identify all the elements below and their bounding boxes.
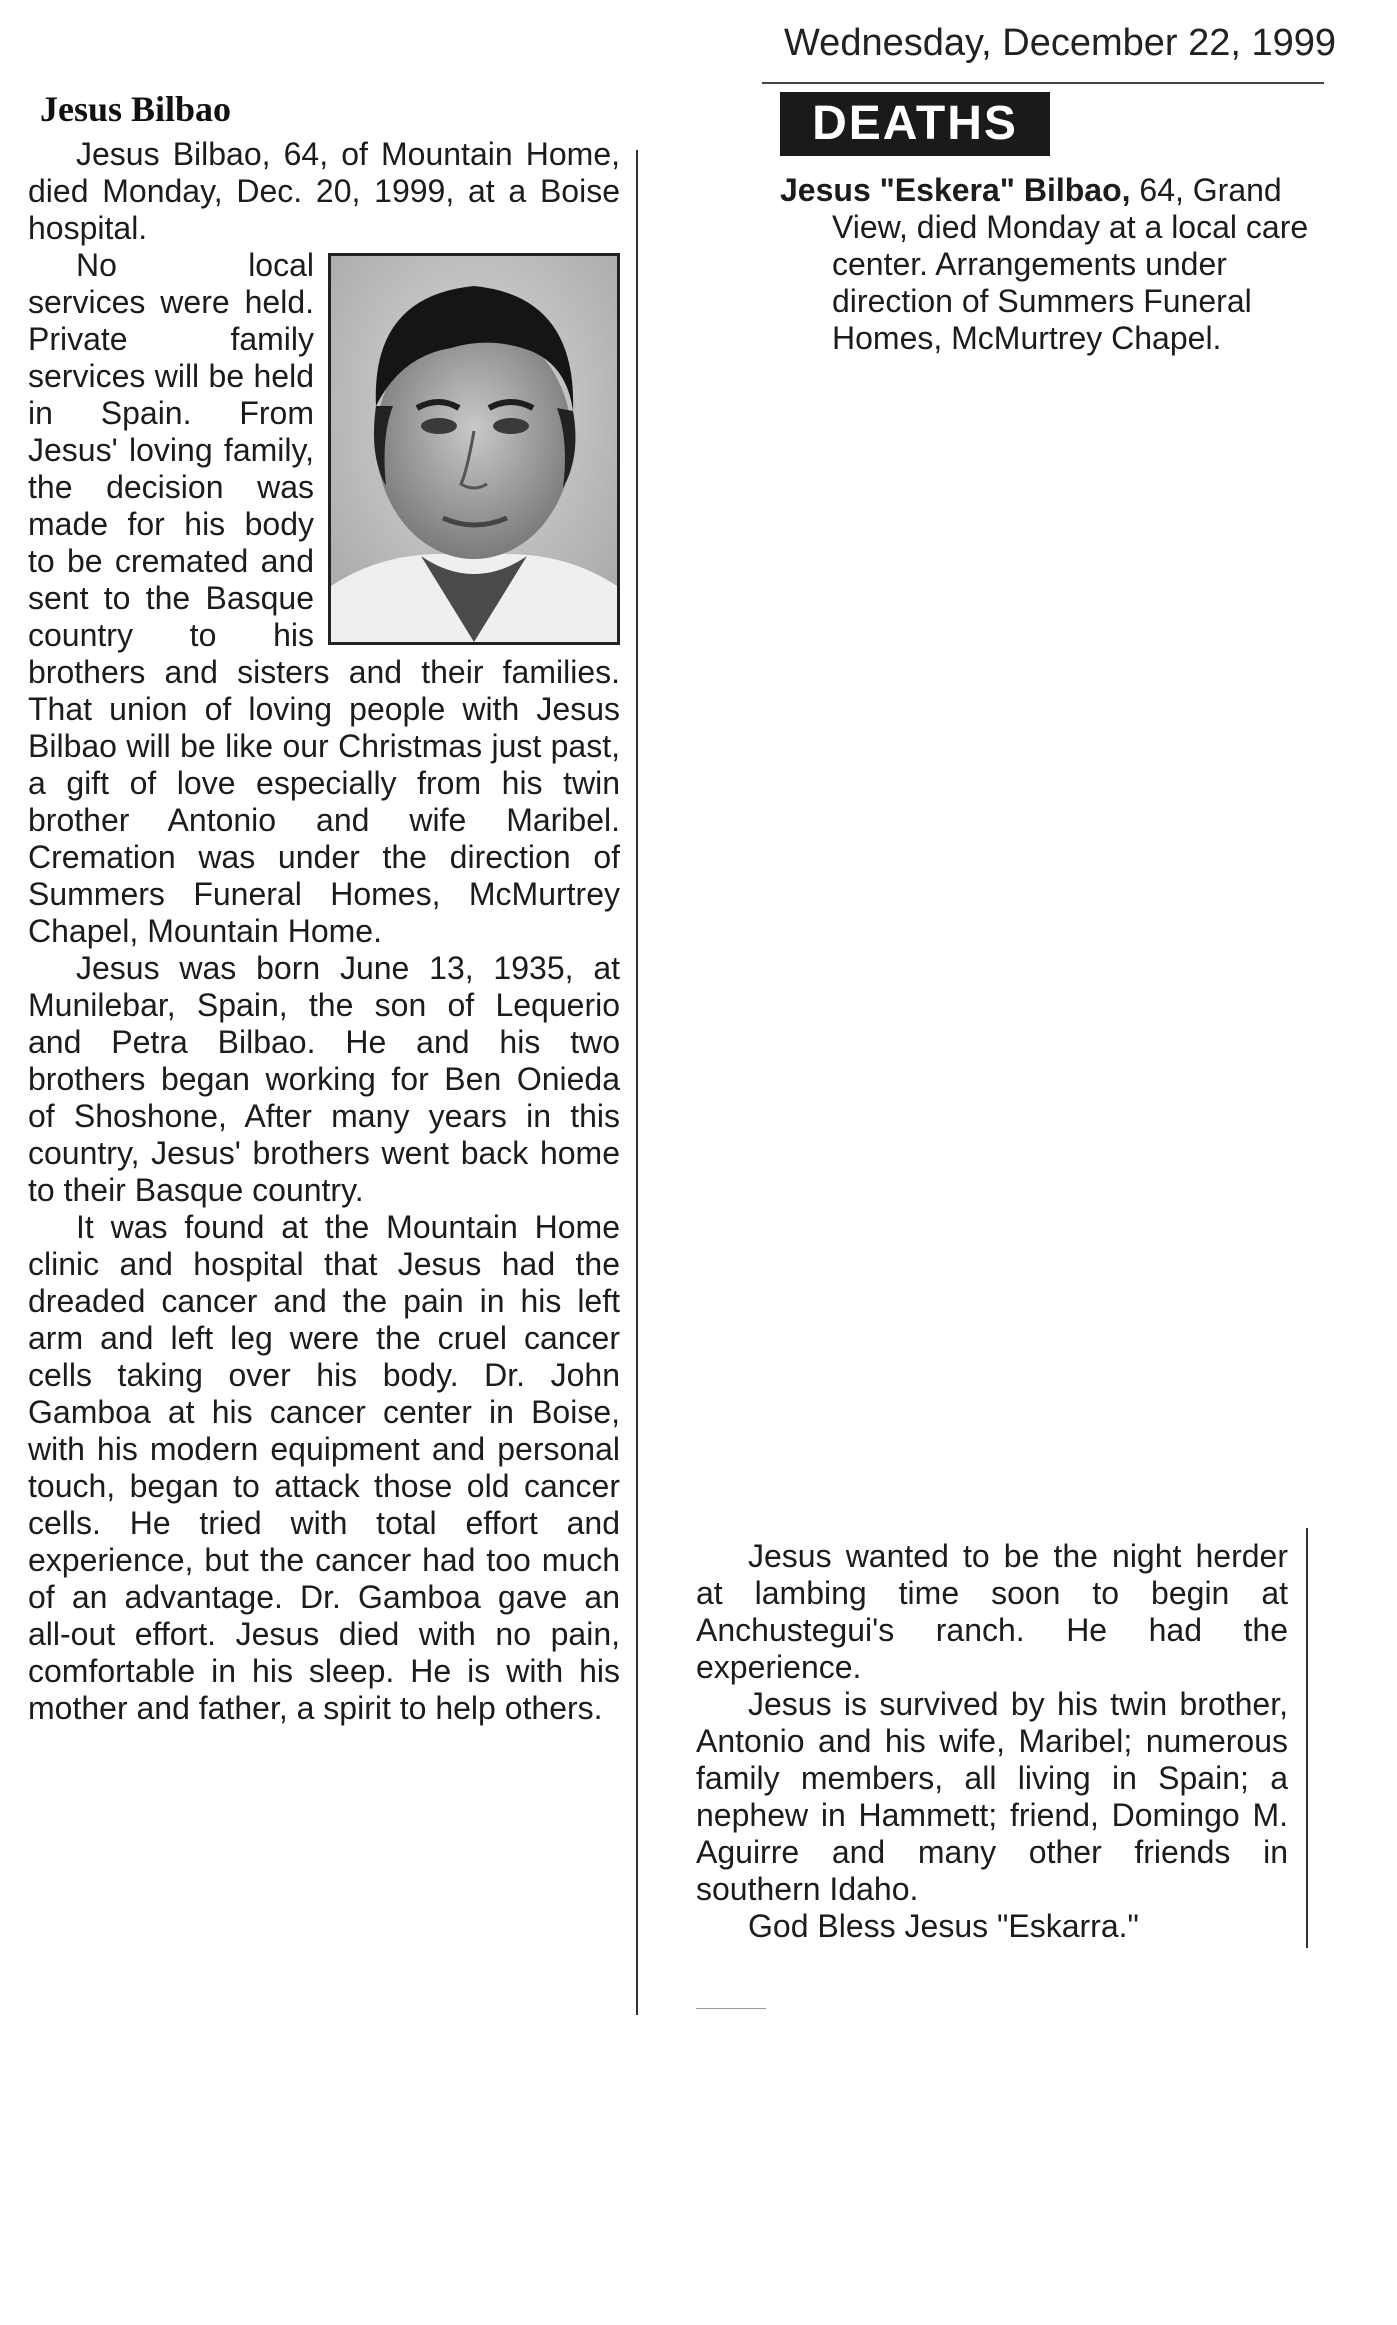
obituary-paragraph-3: Jesus was born June 13, 1935, at Munilebar, Spain, the son of Lequerio and Petra Bilbao. He and his two brothers began working for Ben Onieda of Shoshone, After many years in this country, Jesus' brothers went back home to their Basque country. [28, 950, 620, 1208]
obituary-paragraph-2: No local services were held. Private family services will be held in Spain. From Jesus' loving family, the decision was made for his body to be cremated and sent to the Basque country to his brothers and sisters and their families. That union of loving people with Jesus Bilbao will be like our Christmas just past, a gift of love especially from his twin brother Antonio and wife Maribel. Cremation was under the direction of Summers Funeral Homes, McMurtrey Chapel, Mountain Home. [28, 247, 620, 949]
death-notice-text [780, 172, 1355, 357]
bottom-rule [696, 2008, 766, 2009]
obituary-column [28, 88, 620, 1727]
column-divider-right [1306, 1528, 1308, 1948]
deaths-section-badge: DEATHS [780, 92, 1050, 156]
obituary-paragraph-2-wrap [28, 247, 620, 950]
obituary-paragraph-4: It was found at the Mountain Home clinic and hospital that Jesus had the dreaded cancer and the pain in his left arm and left leg were the cruel cancer cells taking over his body. Dr. John Gamboa at his cancer center in Boise, with his modern equipment and personal touch, began to attack those old cancer cells. He tried with total effort and experience, but the cancer had too much of an advantage. Dr. Gamboa gave an all-out effort. Jesus died with no pain, comfortable in his sleep. He is with his mother and father, a spirit to help others. [28, 1209, 620, 1726]
death-notice-body: 64, Grand View, died Monday at a local care center. Arrangements under direction of Summers Funeral Homes, McMurtrey Chapel. [832, 172, 1309, 356]
obituary-title: Jesus Bilbao [40, 89, 232, 129]
portrait-image [331, 256, 617, 642]
column-divider-left [636, 150, 638, 2015]
date-underline [762, 82, 1324, 84]
obituary-paragraph-5: Jesus wanted to be the night herder at lambing time soon to begin at Anchustegui's ranch. He had the experience. [696, 1538, 1288, 1685]
obituary-continuation-column [696, 1538, 1288, 1945]
obituary-paragraph-6: Jesus is survived by his twin brother, Antonio and his wife, Maribel; numerous family members, all living in Spain; a nephew in Hammett; friend, Domingo M. Aguirre and many other friends in southern Idaho. [696, 1686, 1288, 1907]
death-notice-name: Jesus "Eskera" Bilbao, [780, 172, 1131, 208]
death-notice [780, 172, 1355, 357]
publication-date: Wednesday, December 22, 1999 [784, 22, 1337, 64]
obituary-paragraph-1: Jesus Bilbao, 64, of Mountain Home, died Monday, Dec. 20, 1999, at a Boise hospital. [28, 136, 620, 246]
obituary-paragraph-7: God Bless Jesus "Eskarra." [748, 1908, 1139, 1944]
obituary-photo [328, 253, 620, 645]
